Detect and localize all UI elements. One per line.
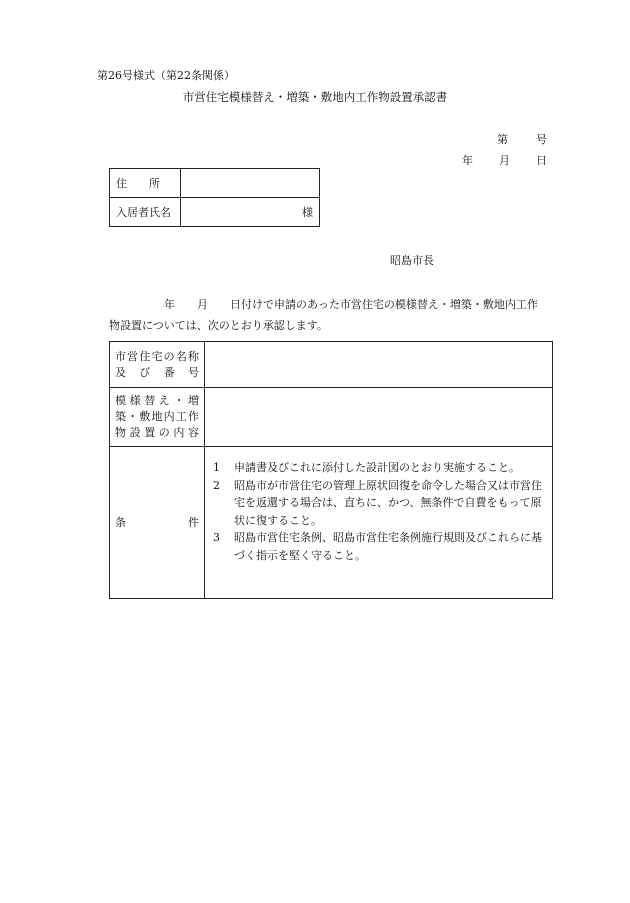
- address-label: 住 所: [110, 169, 181, 198]
- condition-number: 2: [213, 478, 220, 492]
- document-date: [462, 152, 547, 168]
- applicant-table: [109, 168, 320, 227]
- condition-text: 昭島市が市営住宅の管理上原状回復を命令した場合又は市営住宅を返還する場合は、直ちに、かつ、無条件で自費をもって原状に復すること。: [234, 478, 542, 527]
- resident-name-label: 入居者氏名: [110, 198, 181, 227]
- detail-table: [109, 341, 553, 599]
- work-content-value: [205, 388, 553, 447]
- issuer: 昭島市長: [390, 254, 434, 267]
- document-number-dai: 第: [497, 133, 508, 146]
- condition-item: [213, 459, 546, 477]
- conditions-label-a: 条: [115, 515, 126, 529]
- conditions-label-b: 件: [188, 515, 199, 529]
- address-value: [181, 169, 320, 198]
- work-content-label: 模様替え・増築・敷地内工作物設置の内容: [110, 388, 205, 447]
- conditions-list: [213, 459, 546, 564]
- housing-name-label: 市営住宅の名称及び番号: [110, 342, 205, 388]
- date-day: 日: [536, 154, 547, 167]
- document-number: [497, 131, 547, 147]
- condition-number: 1: [213, 461, 220, 474]
- document-title: 市営住宅模様替え・増築・敷地内工作物設置承認書: [182, 90, 448, 104]
- condition-item: [213, 477, 546, 530]
- conditions-label: [110, 447, 205, 599]
- form-number: 第26号様式（第22条関係）: [97, 69, 235, 82]
- date-year: 年: [462, 154, 473, 167]
- conditions-value: [205, 447, 553, 599]
- date-month: 月: [499, 154, 510, 167]
- body-text-line-1: 年 月 日付けで申請のあった市営住宅の模様替え・増築・敷地内工作: [109, 298, 538, 311]
- condition-text: 昭島市営住宅条例、昭島市営住宅条例施行規則及びこれらに基づく指示を堅く守ること。: [234, 531, 542, 562]
- condition-text: 申請書及びこれに添付した設計図のとおり実施すること。: [234, 461, 520, 474]
- body-text-line-2: 物設置については、次のとおり承認します。: [109, 319, 328, 332]
- document-number-gou: 号: [536, 133, 547, 146]
- condition-item: [213, 529, 546, 564]
- resident-name-suffix: 様: [181, 198, 320, 227]
- housing-name-value: [205, 342, 553, 388]
- condition-number: 3: [213, 531, 220, 544]
